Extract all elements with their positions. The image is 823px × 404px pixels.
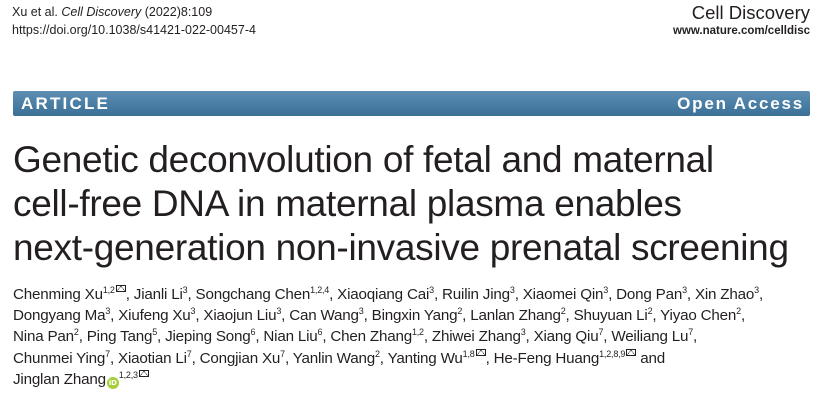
author-name-text: Xiaotian Li: [118, 349, 187, 367]
author-name-text: Xin Zhao: [694, 286, 755, 303]
author-separator: ,: [423, 328, 432, 346]
author-name-text: Xiaomei Qin: [522, 286, 604, 303]
affiliation-sup: 2: [647, 306, 653, 317]
affiliation-sup: 1,2,3: [118, 369, 138, 380]
affiliation-sup: 7: [280, 348, 285, 359]
author-name-text: Xiufeng Xu: [118, 307, 191, 325]
author-separator: ,: [284, 349, 293, 367]
author-name[interactable]: [337, 286, 434, 303]
author-name[interactable]: [695, 286, 759, 303]
author-name[interactable]: [330, 328, 424, 345]
author-name-text: Chen Zhang: [330, 328, 412, 346]
author-separator: ,: [363, 307, 372, 325]
author-name[interactable]: [372, 307, 463, 324]
author-name-text: Dongyang Ma: [13, 307, 106, 325]
affiliation-sup: 2: [736, 306, 741, 317]
author-name-text: Chunmei Ying: [13, 349, 106, 367]
journal-brand: [673, 2, 810, 38]
mail-icon[interactable]: [476, 349, 486, 356]
citation: (2022)8:109: [144, 5, 213, 19]
doi-link[interactable]: https://doi.org/10.1038/s41421-022-00457-4: [12, 23, 256, 37]
author-name[interactable]: [494, 350, 637, 367]
author-name-text: Yanting Wu: [387, 349, 463, 367]
journal-site-link[interactable]: www.nature.com/celldisc: [673, 25, 810, 37]
author-name[interactable]: [442, 286, 515, 303]
author-name[interactable]: [574, 307, 653, 324]
author-name[interactable]: [13, 307, 110, 324]
title-line: Genetic deconvolution of fetal and maternal: [13, 139, 714, 180]
author-separator: ,: [110, 307, 119, 325]
author-line: [13, 284, 818, 305]
author-name-text: Shuyuan Li: [573, 307, 648, 325]
author-separator: ,: [187, 286, 196, 303]
author-separator: ,: [109, 349, 119, 367]
author-separator: ,: [433, 286, 442, 303]
author-name[interactable]: [263, 328, 322, 345]
author-name[interactable]: [388, 350, 486, 367]
author-name[interactable]: [196, 286, 330, 303]
author-line: [13, 326, 818, 347]
citation-line: [12, 3, 256, 21]
affiliation-sup: 3: [754, 285, 759, 295]
author-list: [13, 284, 818, 390]
author-separator: ,: [608, 286, 617, 303]
article-type-label: ARTICLE: [21, 93, 111, 113]
author-name-text: Jianli Li: [133, 286, 183, 303]
affiliation-sup: 7: [186, 348, 192, 359]
affiliation-sup: 2: [560, 306, 566, 317]
journal-brand-name: Cell Discovery: [691, 2, 810, 23]
affiliation-sup: 2: [374, 348, 380, 359]
author-separator: ,: [195, 307, 204, 325]
author-name[interactable]: [118, 307, 195, 324]
author-name-text: Chenming Xu: [13, 286, 103, 303]
author-name[interactable]: [611, 328, 693, 345]
author-name-text: Zhiwei Zhang: [431, 328, 521, 346]
mail-icon[interactable]: [116, 285, 126, 292]
author-separator: ,: [322, 328, 331, 346]
author-separator: ,: [514, 286, 523, 303]
author-name[interactable]: [289, 307, 363, 324]
affiliation-sup: 3: [520, 327, 526, 338]
author-name[interactable]: [203, 307, 281, 324]
author-name-text: Can Wang: [289, 307, 359, 325]
author-separator: ,: [125, 286, 134, 303]
affiliation-sup: 2: [457, 306, 463, 317]
affiliation-sup: 3: [358, 306, 364, 317]
affiliation-sup: 6: [250, 327, 256, 338]
affiliation-sup: 3: [682, 285, 687, 295]
author-name-text: Nina Pan: [13, 328, 74, 346]
author-separator: ,: [603, 328, 612, 346]
author-name[interactable]: [470, 307, 565, 324]
open-access-label: Open Access: [677, 93, 804, 113]
author-name[interactable]: [13, 328, 79, 345]
author-name[interactable]: [165, 328, 255, 345]
affiliation-sup: 3: [190, 306, 196, 317]
author-name[interactable]: [432, 328, 526, 345]
affiliation-sup: 6: [317, 327, 323, 338]
author-name[interactable]: [13, 350, 110, 367]
author-name-text: Ping Tang: [86, 328, 153, 346]
author-line: [13, 369, 818, 390]
affiliation-sup: 1,8: [462, 348, 475, 359]
affiliation-sup: 1,2: [411, 327, 424, 338]
author-name-text: Jieping Song: [165, 328, 251, 346]
author-name[interactable]: [523, 286, 608, 303]
article-banner: [13, 91, 810, 116]
affiliation-sup: 1,2: [102, 285, 115, 295]
journal-name: Cell Discovery: [61, 5, 142, 19]
author-name-text: Dong Pan: [616, 286, 683, 303]
author-line: [13, 305, 818, 326]
author-name[interactable]: [87, 328, 157, 345]
affiliation-sup: 7: [688, 327, 694, 338]
mail-icon[interactable]: [626, 349, 636, 356]
author-name[interactable]: [534, 328, 604, 345]
affiliation-sup: 3: [105, 306, 111, 317]
orcid-icon[interactable]: iD: [107, 377, 119, 389]
author-separator: ,: [652, 307, 661, 325]
author-separator: ,: [693, 328, 698, 346]
affiliation-sup: 3: [603, 285, 609, 295]
author-separator: ,: [157, 328, 166, 346]
author-separator: ,: [78, 328, 87, 346]
author-name[interactable]: [13, 286, 126, 303]
affiliation-sup: 5: [152, 327, 158, 338]
author-name-text: Weiliang Lu: [611, 328, 689, 346]
authors-short: Xu et al.: [12, 5, 58, 19]
author-name-text: Lanlan Zhang: [470, 307, 561, 325]
citation-header: [12, 3, 256, 39]
author-separator: ,: [255, 328, 264, 346]
author-conjunction: and: [636, 349, 665, 367]
author-separator: ,: [758, 286, 763, 303]
affiliation-sup: 3: [182, 285, 188, 295]
author-line: [13, 348, 818, 369]
article-title: [13, 138, 813, 270]
author-name[interactable]: [293, 350, 380, 367]
author-name-text: Jinglan Zhang: [13, 370, 106, 388]
affiliation-sup: 1,2,4: [310, 285, 330, 295]
author-name-text: Nian Liu: [263, 328, 318, 346]
affiliation-sup: 7: [598, 327, 604, 338]
author-separator: ,: [686, 286, 695, 303]
author-name-text: Yanlin Wang: [292, 349, 375, 367]
author-name[interactable]: [13, 371, 149, 388]
title-line: cell-free DNA in maternal plasma enables: [13, 183, 682, 224]
author-name-text: Congjian Xu: [199, 349, 281, 367]
author-separator: ,: [565, 307, 574, 325]
author-name-text: He-Feng Huang: [493, 349, 600, 367]
author-name-text: Xiaoqiang Cai: [337, 286, 430, 303]
author-separator: ,: [329, 286, 338, 303]
author-separator: ,: [462, 307, 471, 325]
affiliation-sup: 1,2,8,9: [599, 348, 626, 359]
affiliation-sup: 3: [276, 306, 282, 317]
author-name[interactable]: [616, 286, 687, 303]
author-name-text: Yiyao Chen: [660, 307, 737, 325]
author-separator: ,: [281, 307, 290, 325]
affiliation-sup: 7: [105, 348, 110, 359]
title-line: next-generation non-invasive prenatal screening: [13, 227, 789, 268]
author-separator: ,: [379, 349, 388, 367]
affiliation-sup: 3: [509, 285, 515, 295]
author-separator: ,: [740, 307, 745, 325]
author-name-text: Ruilin Jing: [442, 286, 510, 303]
author-name-text: Xiang Qiu: [533, 328, 599, 346]
author-separator: ,: [525, 328, 534, 346]
author-separator: ,: [191, 349, 200, 367]
affiliation-sup: 2: [73, 327, 79, 338]
affiliation-sup: 3: [429, 285, 434, 295]
author-name[interactable]: [200, 350, 285, 367]
author-name[interactable]: [118, 350, 192, 367]
author-name[interactable]: [134, 286, 188, 303]
mail-icon[interactable]: [139, 370, 149, 377]
author-separator: ,: [485, 349, 494, 367]
author-name-text: Songchang Chen: [195, 286, 311, 303]
author-name-text: Bingxin Yang: [371, 307, 458, 325]
author-name[interactable]: [660, 307, 741, 324]
author-name-text: Xiaojun Liu: [203, 307, 277, 325]
